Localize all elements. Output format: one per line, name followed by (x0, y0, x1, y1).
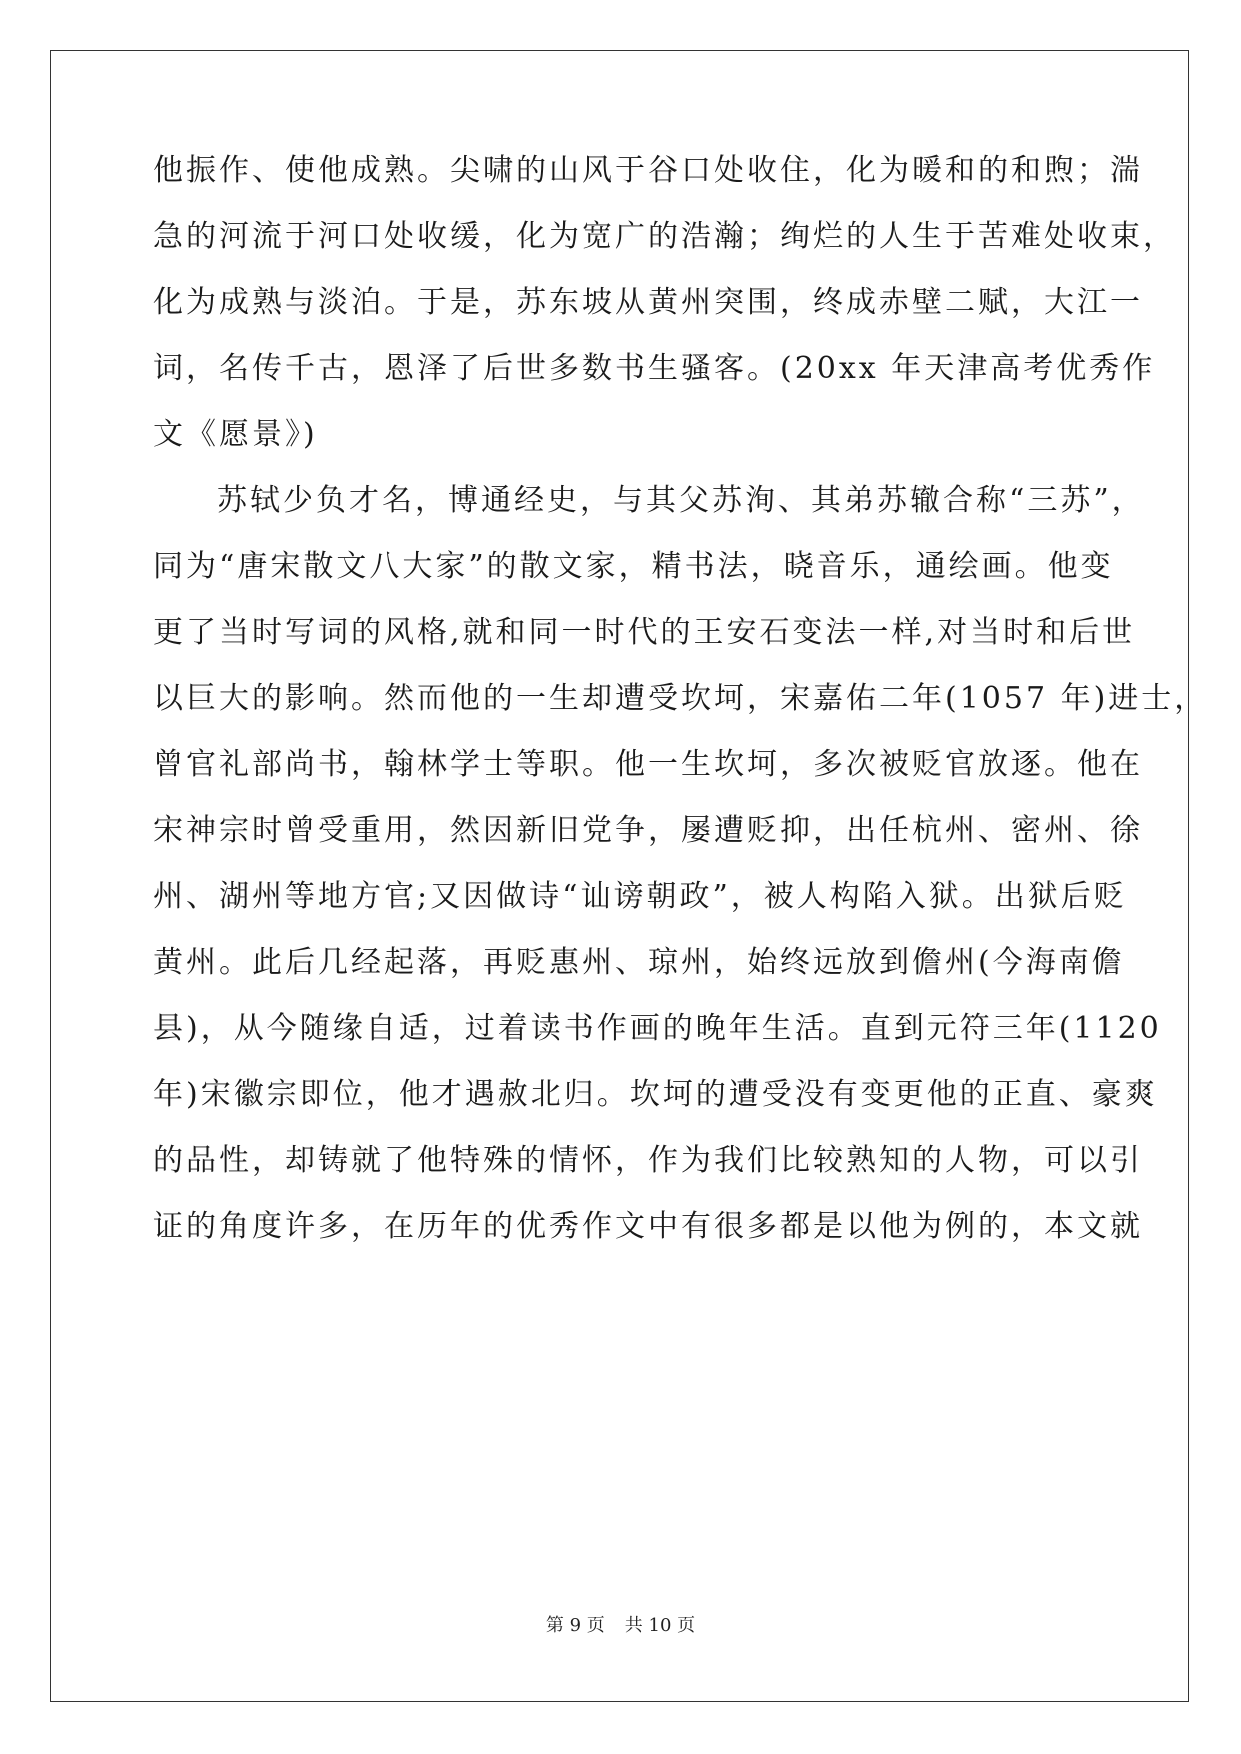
text-line: 的品性，却铸就了他特殊的情怀，作为我们比较熟知的人物，可以引 (153, 1143, 1143, 1178)
text-line: 州、湖州等地方官;又因做诗“讪谤朝政”，被人构陷入狱。出狱后贬 (153, 879, 1127, 914)
text-line: 化为成熟与淡泊。于是，苏东坡从黄州突围，终成赤壁二赋，大江一 (153, 285, 1143, 320)
text-line: 县)，从今随缘自适，过着读书作画的晚年生活。直到元符三年(1120 (153, 1011, 1162, 1046)
text-line: 文《愿景》) (153, 417, 318, 452)
text-line: 他振作、使他成熟。尖啸的山风于谷口处收住，化为暖和的和煦；湍 (153, 153, 1143, 188)
text-line: 证的角度许多，在历年的优秀作文中有很多都是以他为例的，本文就 (153, 1209, 1143, 1244)
page-footer (0, 1611, 1241, 1637)
page-number-current: 第 9 页 (545, 1615, 605, 1636)
text-line: 年)宋徽宗即位，他才遇赦北归。坎坷的遭受没有变更他的正直、豪爽 (153, 1077, 1158, 1112)
paragraph-first-line: 苏轼少负才名，博通经史，与其父苏洵、其弟苏辙合称“三苏”， (217, 483, 1145, 518)
text-line: 同为“唐宋散文八大家”的散文家，精书法，晓音乐，通绘画。他变 (153, 549, 1114, 584)
text-line: 更了当时写词的风格,就和同一时代的王安石变法一样,对当时和后世 (153, 615, 1136, 650)
text-line: 曾官礼部尚书，翰林学士等职。他一生坎坷，多次被贬官放逐。他在 (153, 747, 1143, 782)
page-number-total: 共 10 页 (624, 1615, 696, 1636)
text-line: 黄州。此后几经起落，再贬惠州、琼州，始终远放到儋州(今海南儋 (153, 945, 1125, 980)
text-line: 词，名传千古，恩泽了后世多数书生骚客。(20xx 年天津高考优秀作 (153, 351, 1156, 386)
text-line: 以巨大的影响。然而他的一生却遭受坎坷，宋嘉佑二年(1057 年)进士， (153, 681, 1208, 716)
text-line: 急的河流于河口处收缓，化为宽广的浩瀚；绚烂的人生于苦难处收束， (153, 219, 1176, 254)
text-line: 宋神宗时曾受重用，然因新旧党争，屡遭贬抑，出任杭州、密州、徐 (153, 813, 1143, 848)
body-text (153, 138, 1208, 1260)
